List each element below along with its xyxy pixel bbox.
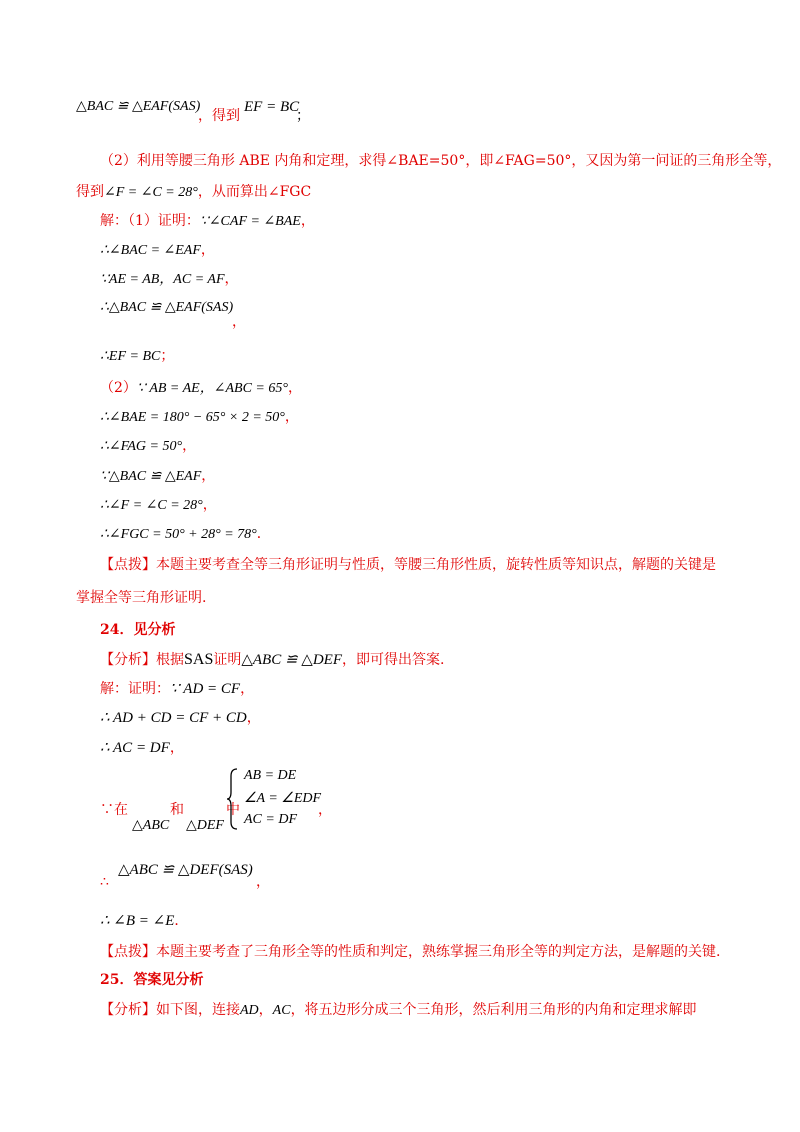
system-eq-3: AC = DF	[244, 812, 297, 827]
system-end	[318, 800, 332, 820]
math-expr: ∴△BAC ≌ △EAF(SAS)	[100, 300, 234, 315]
tri-def	[186, 815, 224, 836]
text: ∴	[100, 874, 109, 890]
text: 【分析】如下图，连接	[100, 1002, 240, 1018]
math-expr: ∵ AB = AE，∠ABC = 65°	[136, 381, 288, 396]
line-21	[100, 738, 184, 758]
math-expr: ∵△BAC ≌ △EAF	[100, 469, 202, 484]
line-22	[100, 800, 128, 820]
text: （2）	[100, 380, 137, 396]
text: 和	[170, 802, 184, 818]
text: 中	[226, 802, 240, 818]
math-expr: ∴∠FAG = 50°	[100, 439, 183, 454]
text: 【分析】根据	[100, 652, 184, 668]
punct: ；	[296, 108, 310, 124]
line-22-and	[170, 800, 184, 820]
math-expr: ∴∠F = ∠C = 28°	[100, 498, 203, 513]
text: 解：（1）证明：	[100, 213, 200, 229]
line-7	[100, 297, 233, 318]
line-3	[76, 182, 311, 203]
line-24	[100, 911, 188, 931]
line-9	[100, 378, 302, 399]
text: 25．答案见分析	[100, 972, 204, 988]
heading-25	[100, 970, 203, 990]
punct: ，	[318, 802, 332, 818]
punct: ，	[182, 438, 197, 454]
math-text: SAS	[184, 651, 214, 668]
text: ，得到	[198, 108, 240, 124]
text: 证明	[213, 652, 242, 668]
text: 【点拨】本题主要考查了三角形全等的性质和判定，熟练掌握三角形全等的判定方法，是解题的关键.	[100, 944, 721, 960]
line-5	[100, 240, 215, 261]
line-18	[100, 650, 444, 670]
line-25	[100, 942, 720, 962]
math-expr: △BAC ≌ △EAF(SAS)	[76, 99, 201, 114]
punct: ，	[284, 409, 299, 425]
punct: ；	[160, 348, 175, 364]
punct: ，	[200, 242, 215, 258]
punct: ．	[256, 526, 271, 542]
system-eq-1: AB = DE	[244, 768, 297, 783]
punct: ，	[258, 1002, 273, 1018]
punct: ，	[169, 740, 184, 756]
punct: ，	[287, 380, 302, 396]
line-1-math2	[244, 96, 299, 117]
text: 【点拨】本题主要考查全等三角形证明与性质，等腰三角形性质，旋转性质等知识点，解题的关键是	[100, 557, 716, 573]
math-expr: ∴∠FGC = 50° + 28° = 78°	[100, 527, 257, 542]
math-expr: EF = BC	[244, 99, 300, 115]
math-expr: ∴ ∠B = ∠E	[100, 913, 175, 929]
text: 掌握全等三角形证明.	[76, 590, 207, 606]
line-12	[100, 466, 215, 487]
math-expr: AC	[272, 1003, 291, 1018]
text: （2）利用等腰三角形 ABE 内角和定理，求得∠BAE=50°，即∠FAG=50°，又因为第一问证的三角形全等，	[100, 153, 782, 169]
math-expr: △ABC	[132, 818, 170, 833]
text: 24．见分析	[100, 622, 176, 638]
line-1-text	[198, 106, 240, 126]
line-19	[100, 679, 254, 699]
punct: ，	[256, 874, 270, 890]
math-expr: ∴ AD + CD = CF + CD	[100, 710, 247, 726]
line-16	[76, 588, 206, 608]
line-7-end	[232, 312, 246, 332]
math-expr: ∵∠CAF = ∠BAE	[199, 214, 301, 229]
math-expr: AD	[240, 1003, 259, 1018]
left-brace	[226, 768, 238, 830]
math-expr: ∴ AC = DF	[100, 740, 170, 756]
math-expr: △DEF	[186, 818, 224, 833]
line-23-end	[256, 872, 270, 892]
math-expr: ∴∠BAE = 180° − 65° × 2 = 50°	[100, 410, 285, 425]
line-13	[100, 495, 217, 516]
punct: ，	[246, 710, 261, 726]
line-20	[100, 708, 261, 728]
text: ，将五边形分成三个三角形，然后利用三角形的内角和定理求解即	[290, 1002, 697, 1018]
line-10	[100, 407, 299, 428]
math-expr: ∵ AD = CF	[170, 681, 241, 697]
math-expr: ∴∠BAC = ∠EAF	[100, 243, 201, 258]
math-expr: △ABC ≌ △DEF(SAS)	[118, 862, 253, 878]
punct: ，	[201, 468, 216, 484]
math-expr: ∠F = ∠C = 28°	[104, 185, 198, 200]
line-1	[76, 96, 200, 117]
line-2	[100, 151, 781, 171]
text: ∵在	[100, 802, 128, 818]
heading-24	[100, 620, 175, 640]
line-11	[100, 436, 196, 457]
punct: ，	[224, 271, 239, 287]
punct: ．	[174, 913, 189, 929]
punct: ，	[202, 497, 217, 513]
math-expr: △ABC ≌ △DEF	[241, 652, 342, 668]
line-27	[100, 1000, 697, 1021]
punct: ，	[232, 314, 246, 330]
punct: ，	[300, 213, 315, 229]
math-expr: ∴EF = BC	[100, 349, 161, 364]
text: ，从而算出∠FGC	[197, 184, 312, 200]
math-expr: ∵AE = AB，AC = AF	[100, 272, 225, 287]
system-eq-2: ∠A = ∠EDF	[244, 791, 322, 806]
line-6	[100, 269, 239, 290]
line-15	[100, 555, 716, 575]
punct: ，	[240, 681, 255, 697]
tri-abc	[132, 815, 169, 836]
line-8	[100, 346, 174, 367]
line-4	[100, 211, 315, 232]
line-23-sym	[100, 872, 109, 892]
line-23	[118, 860, 253, 880]
text: 解：证明：	[100, 681, 170, 697]
line-14	[100, 524, 271, 545]
text: 得到	[76, 184, 104, 200]
text: ，即可得出答案.	[342, 652, 445, 668]
line-1-end	[296, 106, 310, 126]
